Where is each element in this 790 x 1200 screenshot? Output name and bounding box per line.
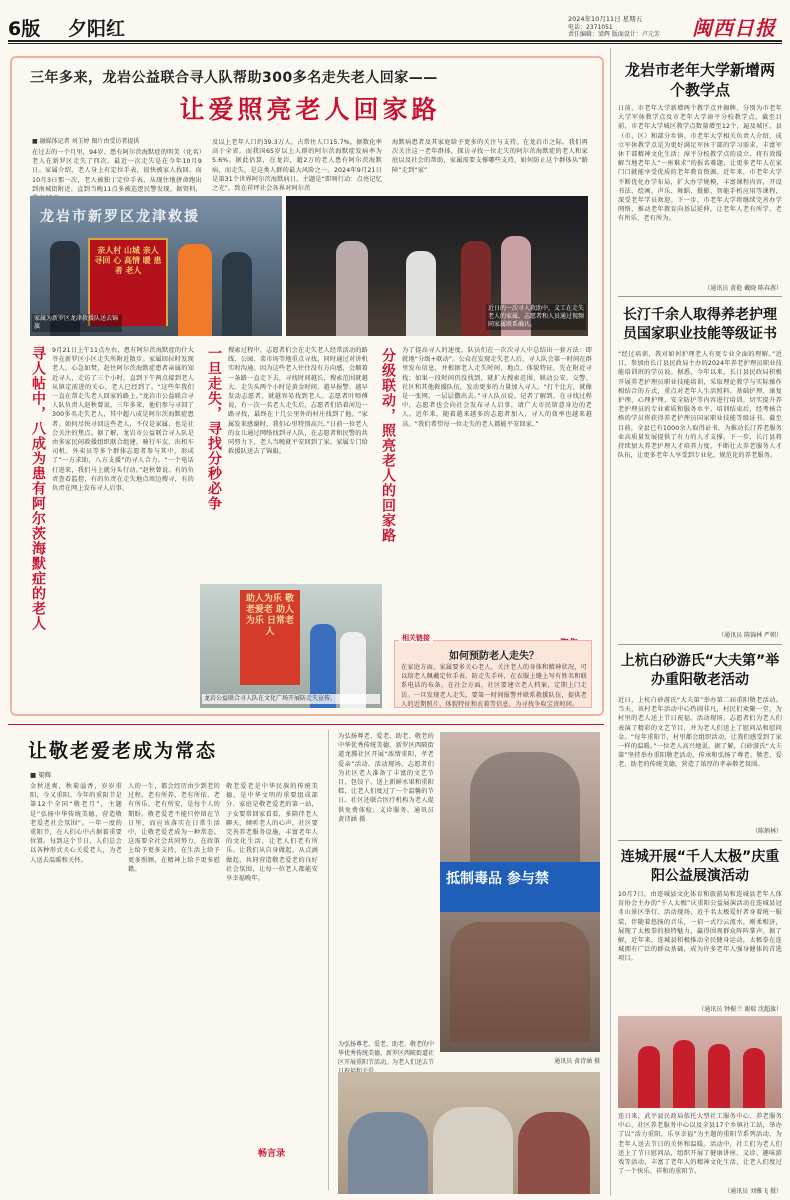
- photo-news-banner-text: 抵制毒品 参与禁: [446, 871, 549, 887]
- seniors-crowd-3: [518, 1112, 590, 1194]
- page-number: 6版: [8, 18, 41, 40]
- main-intro-col3: 海默病患者及其家庭给予更多的关注与支持。在龙岩市之际，我们再次关注这一老年群体，探访寻找一位走失的阿尔茨海默症的老人和家庭以及社会的帮助，家属需要支撑哪些支持，如何防止这个群体从“路障”走到“家”: [392, 139, 588, 174]
- photo-rescue-team: [30, 196, 282, 336]
- right-column-divider: [610, 48, 611, 1196]
- commentary-headline: 让敬老爱老成为常态: [28, 740, 218, 762]
- header-rule-thin: [8, 43, 782, 44]
- tip-body: 在家庭方面，家属要多关心老人，关注老人的身体和精神状况，可以给老人佩戴定位手表、防走失手环，在衣服上缝上写有姓名和联系电话的布条。在社会方面，社区要建立老人档案，定期上门走访。一旦发现老人走失，要第一时间报警并联系救援队伍，提供老人的近期照片、体貌特征和衣着等信息，为寻找争取宝贵时间。: [401, 664, 587, 708]
- right5-credit: （通讯员 刘雅飞 摄）: [724, 1188, 782, 1195]
- commentary-sign: 畅言录: [258, 1149, 286, 1159]
- seniors-crowd-1: [348, 1112, 428, 1194]
- photo-news-credit: 通讯员 黄诗涵 摄: [554, 1058, 600, 1065]
- photo1-caption: 家属为新罗区龙津救援队送去锦旗: [32, 314, 122, 332]
- bottom-rule: [8, 724, 604, 725]
- issue-date: 2024年10月11日 星期五: [568, 15, 643, 23]
- body-col-a: 9月21日上午11点左右，患有阿尔茨海默症的什大爷在新罗区小区走失所附近散步。家属回拉时发现老人、心急如焚，赶往阿尔茨海默症患者亲属的知近寻人，走访了三个小时，直到下午两点接到老人从镇定前进的关心，老人已经到了。“这些年我们一直在帮走失老人回家的路上。”龙岩市公益联合寻人队负责人赵秋曾说，三年多来，他们参与寻回了300多名走失老人，其中超八成是阿尔茨海默症患者。如何尽快寻回这些老人，不仅是家属，也是社会关注的焦点。据了解，龙岩市公益联合寻人队是由多家民间救援组织联合组建，骑行车友、出租车司机、外卖员等多个群体志愿者参与其中，形成了“一方求助，八方支援”的寻人合力。“一个电话打进来，我们马上就分头行动。”赵秋曾说。有的负责查看监控，有的负责在走失地点周边搜寻，有的负责在网上发布寻人启事。: [52, 347, 194, 493]
- seniors-crowd-2: [433, 1107, 513, 1194]
- photo3-caption: 龙岩公益联合寻人队在文化广场开展防走失宣传。: [202, 694, 380, 704]
- right3-credit: （陈炳林）: [751, 828, 782, 835]
- commentary-col3: 敬老爱老是中华民族的传统美德，是中华文明的重要组成部分。家庭是敬老爱老的第一站，子女要常回家看看，多陪伴老人聊天，倾听老人的心声。社区要完善养老服务设施，丰富老年人的文化生活，让老人们老有所乐。让我们从自身做起，从点滴做起，共同营造敬老爱老的良好社会氛围，让每一位老人都能安享幸福晚年。: [226, 783, 318, 883]
- photo-news-banner: [440, 862, 600, 912]
- commentary-divider: [328, 730, 329, 1190]
- subhead-3: 分级联动，照亮老人的回家路: [380, 348, 396, 543]
- subhead-2: 一旦走失，寻找分秒必争: [206, 346, 222, 511]
- right4-body: 10月7日，由连城县文化体育和旅游局和连城县老年人体育协会主办的“千人太极”庆重阳公益展演活动在连城县冠豸山景区举行。活动现场，近千名太极爱好者身着统一服装，伴随着悠扬的音乐，一招一式行云流水，刚柔相济，展现了太极拳的独特魅力，赢得围观群众阵阵掌声。据了解，近年来，连城县积极推动全民健身运动，太极拳在连城拥有广泛的群众基础，成为许多老年人强身健体的首选项目。: [618, 891, 782, 963]
- subhead-1: 寻人帖中，八成为患有阿尔茨海默症的老人: [30, 346, 46, 631]
- right1-credit: （通讯员 黄艳 戴晓 陈春燕）: [704, 285, 782, 292]
- right1-headline: 龙岩市老年大学新增两个教学点: [624, 61, 775, 99]
- photo3-banner-text: 助人为乐 敬老爱老 助人为乐 日常老人: [245, 594, 295, 637]
- right-rule-3: [618, 840, 782, 841]
- editors: 责任编辑：梁辉 版面设计：卢元芳: [568, 31, 660, 38]
- right4-credit: （通讯员 钟振兰 谢瑞 沈超旗）: [698, 1006, 782, 1013]
- main-kicker: 三年多来，龙岩公益联合寻人队帮助300多名走失老人回家——: [30, 70, 438, 86]
- photo2-person-1: [336, 241, 368, 336]
- photo-volunteer-booth: [200, 584, 382, 708]
- photo1-banner: 龙岩市新罗区龙津救援: [40, 209, 200, 225]
- performer-4: [743, 1048, 765, 1108]
- commentary-col1: 金秋送爽，秋菊溢香，岁岁重阳，今又重阳。今年的重阳节是第12个全国“敬老月”，主题是“弘扬中华传统美德，营造敬老爱老社会氛围”。一年一度的重阳节，在人们心中占据着重要位置。每到这个节日，人们总会以各种形式关心关爱老人，为老人送去温暖和关怀。: [30, 783, 122, 864]
- photo3-booth-banner: [240, 590, 300, 685]
- photo-news-text: 为弘扬尊老、爱老、助老、敬老的中华优秀传统美德，新罗区西陂街道龙腾社区开展“浓情重阳，孝老爱亲”活动。活动现场，志愿者们为社区老人准备了丰富的文艺节目，包饺子、送上新鲜水果和重阳糕，让老人们度过了一个温馨的节日。社区还联合医疗机构为老人提供免费体检、义诊服务。通讯员 黄诗涵 摄: [338, 733, 434, 823]
- newspaper-logo: 闽西日报: [692, 16, 776, 40]
- performer-3: [708, 1044, 730, 1108]
- right2-headline: 长汀千余人取得养老护理员国家职业技能等级证书: [623, 307, 777, 342]
- right1-body: 日前，市老年大学新增两个教学点并揭牌，分别为市老年大学军休教学点及市老年大学漳平分校教学点。截至目前，市老年大学城区教学点数量增至12个，遍及城区、县（市、区）和部分乡镇。市老年大学相关负责人介绍，成立军休教学点是为更好满足军休干部的学习需求，丰富军休干部精神文化生活；漳平分校教学点的设立，将有效缓解当地老年人“一座难求”的报名难题，让更多老年人在家门口就能享受优质的老年教育资源。近年来，市老年大学不断优化办学布局，扩大办学规模，丰富课程内容，开设书法、绘画、声乐、舞蹈、摄影、智能手机应用等课程，深受老年学员欢迎。下一步，市老年大学将继续完善办学网络，推动老年教育向基层延伸，让老年人老有所学、老有所乐、老有所为。: [618, 105, 782, 223]
- main-intro-col2: 及以上老年人口约39.3万人，占常住人口15.7%。据数化率高于全省。而我国65岁以上人群的阿尔茨海默症发病率为5.6%。据此估算，在龙岩，超2万的老人患有阿尔茨海默病，而走失，是这类人群的最大风险之一。2024年9月21日是第31个世界阿尔茨海默病日，主题是“即刻行动：点亮记忆之光”。致在祥坪社会各界对阿尔茨: [212, 139, 382, 193]
- performer-1: [638, 1046, 660, 1108]
- body-col-b: 搜索过程中，志愿者们会在走失老人经常活动的路线、公园、菜市场等地重点寻找，同时通过对讲机实时沟通。因为这些老人往往没有方向感，会顺着一条路一直走下去，寻找时间越长，搜索范围就越大。走失头两个小时是黄金时间，越早报警、越早发动志愿者，就越容易找到老人。志愿者叶师傅说，有一次一名老人走失后，志愿者们沿着河边一路寻找，最终在十几公里外的村庄找到了他。“家属发来感谢时，我们心里特别高兴。”日前一位老人的女儿通过网络找到寻人队，在志愿者和民警的共同努力下，老人当晚就平安回到了家。家属专门给救援队送去了锦旗。: [228, 347, 368, 456]
- photo-news-kids: [450, 922, 590, 1042]
- photo2-person-2: [406, 251, 436, 336]
- photo-night-search: [286, 196, 588, 336]
- right-rule-1: [618, 296, 782, 297]
- tip-label: 相关链接: [399, 633, 433, 643]
- photo1-person-far: [222, 252, 252, 336]
- commentary-byline: ■ 梁辉: [30, 771, 52, 779]
- pennant-text: 亲人村 山城 亲人 寻回 心 高情 暖 患者 老人: [94, 246, 162, 275]
- masthead: [8, 14, 782, 40]
- photo-news-caption: 为弘扬尊老、爱老、助老、敬老的中华优秀传统美德，新罗区西陂街道社区开展重阳节活动，为老人们送去节: [338, 1041, 435, 1066]
- commentary-col2: 人的一生，都会经历由少到老的过程。老有所养、老有所依、老有所乐、老有所安，是每个人的期盼。敬老爱老不能只停留在节日里，而应该落实在日常生活中，让敬老爱老成为一种常态。这需要全社会共同努力，在政策上给予更多支持，在生活上给予更多照顾，在精神上给予更多慰藉。: [128, 783, 220, 873]
- main-intro-col1: 在过去的一个月里，94岁、患有阿尔茨海默症的明美（化名）老人在新罗区走失了四次。最近一次走失是在今年10月9日。家属介绍，老人身上有定位手表，很快被家人找回。而10月3日那一次，老人被独丁定位手表，从现住地拼命跑出到南城街附近，直到当晚11点多被巡逻民警发现。据资料，: [32, 149, 202, 193]
- right-rule-2: [618, 644, 782, 645]
- pennant: [88, 238, 168, 326]
- photo-news-people: [470, 752, 580, 872]
- photo1-person-right: [178, 244, 212, 336]
- photo2-caption: 近日的一次寻人救助中，义工在走失老人的家属、志愿者和人员通过视频同家属联系确认。: [488, 305, 585, 328]
- right4-headline: 连城开展“千人太极”庆重阳公益展演活动: [620, 849, 780, 884]
- tip-box: [394, 634, 592, 708]
- performer-2: [673, 1040, 695, 1108]
- phone: 电话：2371051: [568, 24, 613, 31]
- right2-body: “经过培训，我对如何护理老人有更专业全面的理解。”近日，参加由长汀县民政局主办的2024年养老护理员职业技能培训班的学员说。据悉，今年以来，长汀县民政局积极开展养老护理员职业技能培训，采取理论教学与实际操作相结合的方式，重点对老年人生活照料、基础护理、康复护理、心理护理、安全防护等内容进行培训，切实提升养老护理员的专业素质和服务水平。培训结束后，经考核合格的学员将获得养老护理员国家职业技能等级证书。截至目前，全县已有1000余人取得证书，为推动长汀养老服务业高质量发展提供了有力的人才支撑。下一步，长汀县将持续加大养老护理人才培养力度，不断壮大养老服务人才队伍，让更多老年人享受到专业化、规范化的养老服务。: [618, 351, 782, 460]
- tip-title: 如何预防老人走失？: [449, 651, 539, 662]
- photo-seniors-gathering: [338, 1072, 600, 1194]
- main-byline: ■ 融媒体记者 刘玉婷 图片由受访者提供: [32, 138, 140, 145]
- right5-body: 连日来，武平县民政局依托大型社工服务中心、养老服务中心、社区养老服务中心以及全县17个乡镇社工站，举办了以“活力重阳，乐享幸福”为主题的重阳节系列活动，为老年人送去节日的关怀和温暖。活动中，社工们为老人们送上了节日慰问品，组织开展了健康讲座、义诊、趣味游戏等活动，丰富了老年人的精神文化生活，让老人们度过了一个快乐、祥和的重阳节。: [618, 1113, 782, 1176]
- right2-credit: （通讯员 陈锦林 严朝）: [718, 632, 782, 639]
- right3-body: 近日，上杭白砂游氏“大夫第”举办第二届重阳敬老活动。当天，该村老年活动中心热闹非凡，村民们欢聚一堂，为村里的老人送上节日祝福。活动现场，志愿者们为老人们表演了精彩的文艺节目，并为老人们送上了慰问品和慰问金。“每年重阳节，村里都会组织活动，让我们感受到了家一样的温暖。”一位老人高兴地说。据了解，白砂游氏“大夫第”坚持举办重阳敬老活动，传承和弘扬了尊老、敬老、爱老、助老的传统美德，营造了浓厚的孝亲敬老氛围。: [618, 697, 782, 769]
- main-headline: 让爱照亮老人回家路: [179, 95, 441, 124]
- photo-drug-awareness: [440, 732, 600, 1052]
- header-rule: [8, 40, 782, 42]
- section-name: 夕阳红: [68, 18, 126, 40]
- right3-headline: 上杭白砂游氏“大夫第”举办重阳敬老活动: [620, 653, 780, 688]
- body-col-c: 为了提高寻人的速度，队员们在一次次寻人中总结出一套方法：即就地“分级+联动”。公众在发现走失老人后，寻人队会第一时间在群里发布信息，并根据老人走失时间、地点、体貌特征，先在附近寻找；如果一段时间仍没找到，就扩大搜索范围，联动公安、交警、社区和其他救援队伍，发动更多的力量加入寻人。“打个比方，就像是一张网，一层层撒出去。”寻人队员说。记者了解到，在寻找过程中，志愿者也会向社会发布寻人启事，请广大市民留意身边的老人。近年来，随着越来越多的志愿者加入，寻人的效率也越来越高。“我们希望每一位走失的老人都能平安回家。”: [402, 347, 592, 428]
- photo-tai-chi-performers: [618, 1016, 782, 1108]
